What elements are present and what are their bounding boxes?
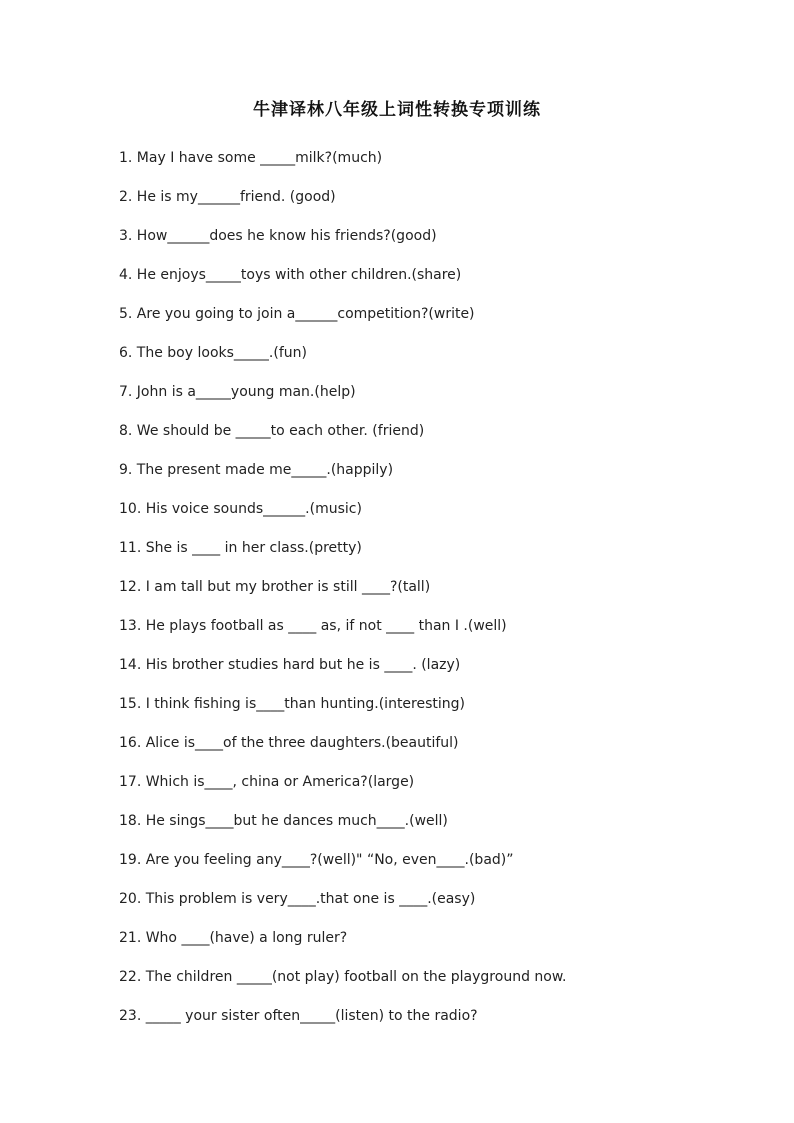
question-item: 10. His voice sounds______.(music) [119,501,362,517]
question-item: 22. The children _____(not play) football on the playground now. [119,969,567,985]
question-item: 18. He sings____but he dances much____.(well) [119,813,448,829]
question-item: 23. _____ your sister often_____(listen) to the radio? [119,1008,478,1024]
question-item: 1. May I have some _____milk?(much) [119,150,383,166]
question-item: 3. How______does he know his friends?(good) [119,228,437,244]
question-item: 7. John is a_____young man.(help) [119,384,356,400]
question-list [119,148,719,1045]
question-item: 6. The boy looks_____.(fun) [119,345,307,361]
question-item: 2. He is my______friend. (good) [119,189,336,205]
question-item: 8. We should be _____to each other. (friend) [119,423,425,439]
question-item: 19. Are you feeling any____?(well)" “No, even____.(bad)” [119,852,514,868]
question-item: 13. He plays football as ____ as, if not ____ than I .(well) [119,618,507,634]
question-item: 14. His brother studies hard but he is ____. (lazy) [119,657,461,673]
question-item: 4. He enjoys_____toys with other children.(share) [119,267,462,283]
question-item: 16. Alice is____of the three daughters.(beautiful) [119,735,459,751]
question-item: 12. I am tall but my brother is still ____?(tall) [119,579,431,595]
question-item: 5. Are you going to join a______competition?(write) [119,306,475,322]
document-title: 牛津译林八年级上词性转换专项训练 [253,100,541,120]
question-item: 9. The present made me_____.(happily) [119,462,394,478]
question-item: 15. I think fishing is____than hunting.(interesting) [119,696,466,712]
question-item: 21. Who ____(have) a long ruler? [119,930,348,946]
question-item: 11. She is ____ in her class.(pretty) [119,540,362,556]
question-item: 17. Which is____, china or America?(large) [119,774,415,790]
question-item: 20. This problem is very____.that one is ____.(easy) [119,891,476,907]
